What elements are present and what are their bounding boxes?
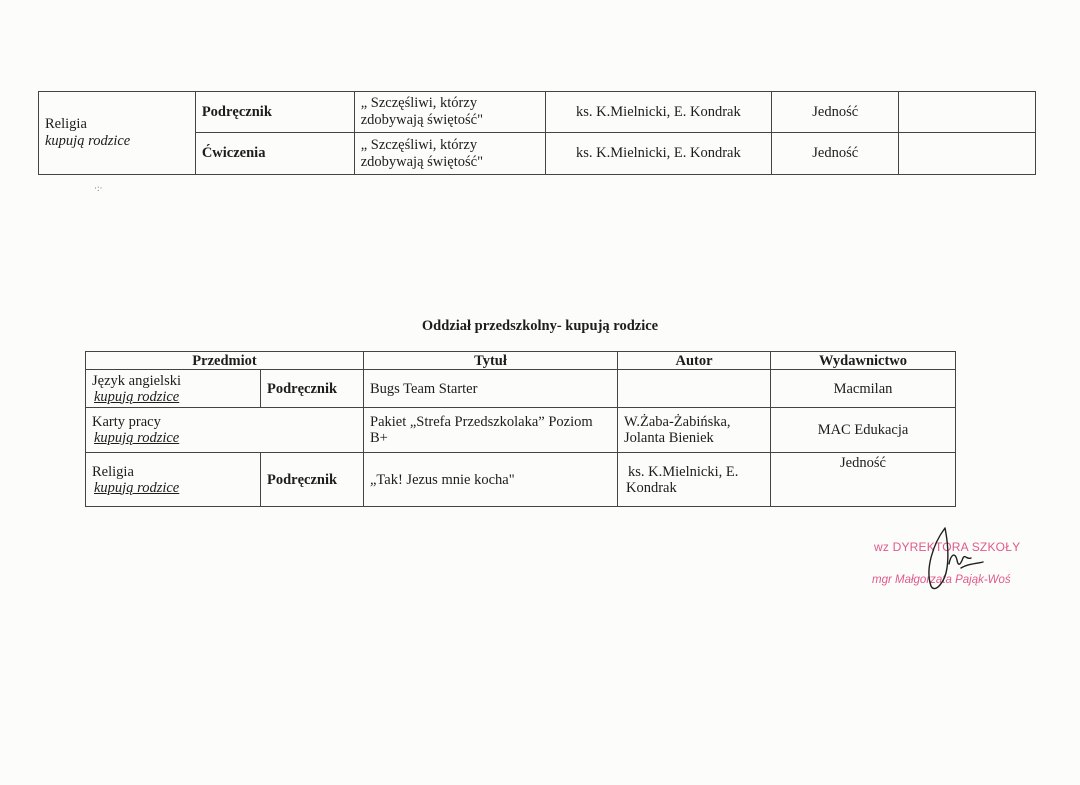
header-author: Autor [618, 352, 771, 370]
subject-cell [39, 92, 196, 175]
subject-name: Religia [92, 463, 134, 480]
book-title [354, 133, 545, 175]
scan-speck: ·:· [94, 183, 103, 193]
subject-name: Religia [45, 116, 87, 132]
table-row [86, 453, 956, 507]
subject-note: kupują rodzice [94, 479, 180, 496]
book-title-line: „ Szczęśliwi, którzy [360, 95, 478, 111]
book-title-line: B+ [370, 430, 388, 446]
subject-note: kupują rodzice [45, 133, 131, 149]
table-row [86, 370, 956, 408]
empty-cell [899, 92, 1036, 133]
book-publisher: Jedność [771, 453, 956, 507]
subject-name: Język angielski [92, 372, 181, 389]
subject-note: kupują rodzice [94, 388, 180, 405]
book-publisher: Jedność [772, 133, 899, 175]
table-row [39, 92, 1036, 133]
book-title: Bugs Team Starter [364, 370, 618, 408]
book-title-line: Pakiet „Strefa Przedszkolaka” Poziom [370, 414, 593, 430]
book-type: Podręcznik [261, 370, 364, 408]
book-author-line: Jolanta Bieniek [624, 430, 714, 446]
book-type: Podręcznik [261, 453, 364, 507]
book-author: ks. K.Mielnicki, E. Kondrak [545, 92, 772, 133]
table-header-row [86, 352, 956, 370]
empty-cell [899, 133, 1036, 175]
table-row [86, 408, 956, 453]
header-title: Tytuł [364, 352, 618, 370]
header-publisher: Wydawnictwo [771, 352, 956, 370]
stamp-line-name: mgr Małgorzata Pająk-Woś [872, 574, 1011, 586]
header-subject: Przedmiot [86, 352, 364, 370]
book-title-line: „ Szczęśliwi, którzy [360, 136, 478, 153]
subject-cell [86, 370, 261, 408]
book-author [618, 370, 771, 408]
stamp-line-title: wz DYREKTORA SZKOŁY [874, 540, 1021, 554]
book-author-line: Kondrak [626, 479, 677, 496]
book-author [618, 408, 771, 453]
book-author: ks. K.Mielnicki, E. Kondrak [545, 133, 772, 175]
book-type: Ćwiczenia [195, 133, 354, 175]
book-title [354, 92, 545, 133]
book-publisher: Jedność [772, 92, 899, 133]
handwritten-signature [905, 524, 995, 594]
book-publisher: Macmilan [771, 370, 956, 408]
book-author-line: ks. K.Mielnicki, E. [628, 463, 739, 480]
preschool-books-table [85, 351, 956, 507]
book-author-line: W.Żaba-Żabińska, [624, 414, 731, 430]
religion-books-table [38, 91, 1036, 175]
book-type: Podręcznik [195, 92, 354, 133]
section-title: Oddział przedszkolny- kupują rodzice [421, 318, 659, 334]
subject-note: kupują rodzice [94, 430, 180, 446]
book-title [364, 408, 618, 453]
subject-cell [86, 453, 261, 507]
book-publisher: MAC Edukacja [771, 408, 956, 453]
book-author [618, 453, 771, 507]
book-title-line: zdobywają świętość" [360, 153, 483, 170]
subject-name: Karty pracy [92, 414, 161, 430]
subject-cell [86, 408, 364, 453]
book-title-line: zdobywają świętość" [360, 112, 483, 128]
book-title: „Tak! Jezus mnie kocha" [364, 453, 618, 507]
